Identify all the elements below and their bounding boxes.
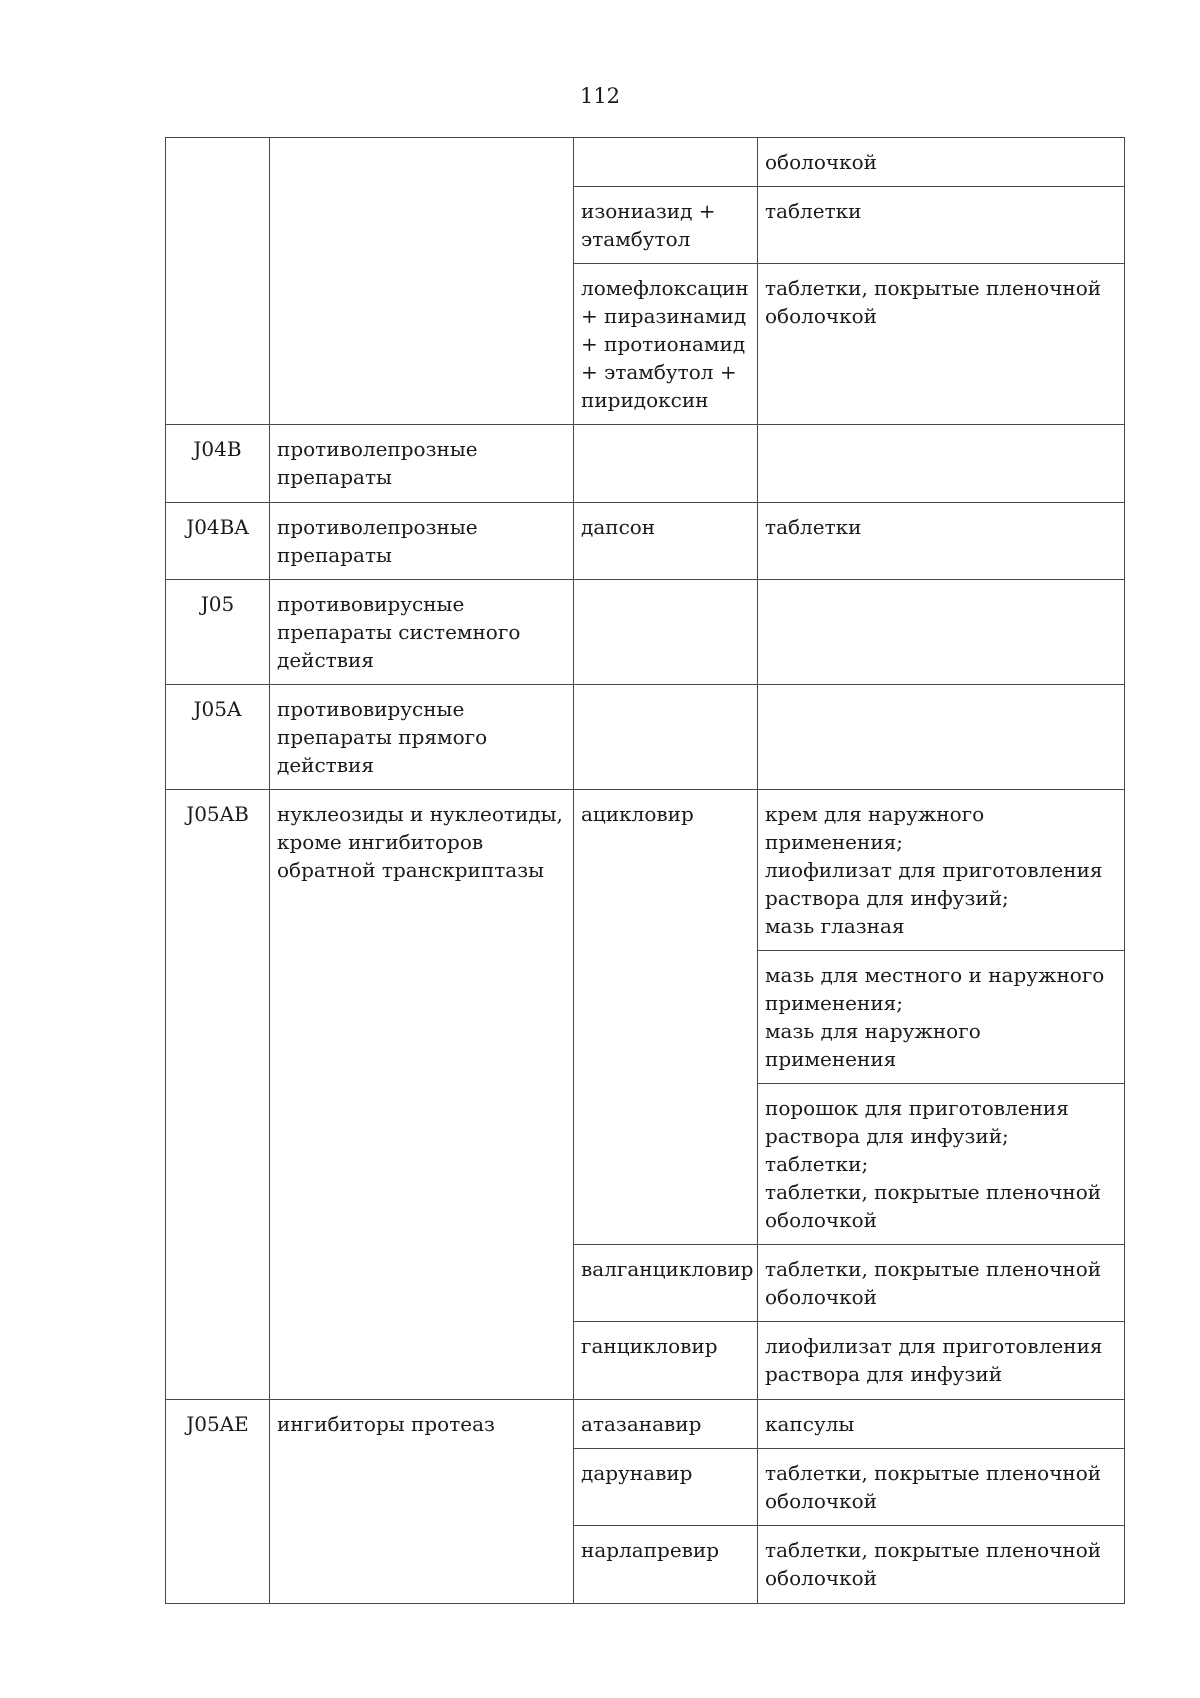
dosage-form-cell: таблетки — [758, 503, 1125, 580]
drug-name-cell: изониазид + этамбутол — [574, 187, 758, 264]
table-row — [166, 685, 1125, 790]
dosage-form-cell — [758, 580, 1125, 685]
dosage-form-cell: таблетки, покрытые пленочной оболочкой — [758, 1245, 1125, 1322]
table-row — [166, 425, 1125, 503]
table-row — [166, 790, 1125, 951]
dosage-form-cell: таблетки, покрытые пленочной оболочкой — [758, 1526, 1125, 1604]
group-name-cell: противовирусные препараты системного действия — [270, 580, 574, 685]
drug-name-cell: ацикловир — [574, 790, 758, 1245]
atc-code-cell: J05AB — [166, 790, 270, 1400]
atc-code-cell: J05AE — [166, 1400, 270, 1604]
drug-name-cell — [574, 425, 758, 503]
dosage-form-cell: таблетки, покрытые пленочной оболочкой — [758, 264, 1125, 425]
drug-name-cell: атазанавир — [574, 1400, 758, 1449]
table-row — [166, 138, 1125, 187]
dosage-form-cell: порошок для приготовления раствора для инфузий; таблетки; таблетки, покрытые пленочной оболочкой — [758, 1084, 1125, 1245]
drug-name-cell — [574, 580, 758, 685]
atc-code-cell: J04BA — [166, 503, 270, 580]
group-name-cell: противовирусные препараты прямого действия — [270, 685, 574, 790]
drug-name-cell: нарлапревир — [574, 1526, 758, 1604]
dosage-form-cell: мазь для местного и наружного применения; мазь для наружного применения — [758, 951, 1125, 1084]
drug-name-cell: дапсон — [574, 503, 758, 580]
atc-code-cell: J05 — [166, 580, 270, 685]
group-name-cell: противолепрозные препараты — [270, 503, 574, 580]
group-name-cell: ингибиторы протеаз — [270, 1400, 574, 1604]
dosage-form-cell: таблетки, покрытые пленочной оболочкой — [758, 1449, 1125, 1526]
atc-code-cell: J04B — [166, 425, 270, 503]
drug-name-cell: дарунавир — [574, 1449, 758, 1526]
group-name-cell — [270, 138, 574, 425]
atc-code-cell: J05A — [166, 685, 270, 790]
page-number: 112 — [579, 84, 621, 108]
drug-name-cell — [574, 685, 758, 790]
table-row — [166, 503, 1125, 580]
table-row — [166, 580, 1125, 685]
atc-code-cell — [166, 138, 270, 425]
dosage-form-cell: лиофилизат для приготовления раствора для инфузий — [758, 1322, 1125, 1400]
dosage-form-cell: капсулы — [758, 1400, 1125, 1449]
dosage-form-cell — [758, 425, 1125, 503]
dosage-form-cell: оболочкой — [758, 138, 1125, 187]
drug-table — [165, 137, 1125, 1604]
drug-name-cell: валганцикловир — [574, 1245, 758, 1322]
drug-name-cell: ганцикловир — [574, 1322, 758, 1400]
group-name-cell: противолепрозные препараты — [270, 425, 574, 503]
drug-name-cell — [574, 138, 758, 187]
dosage-form-cell: таблетки — [758, 187, 1125, 264]
group-name-cell: нуклеозиды и нуклеотиды, кроме ингибиторов обратной транскриптазы — [270, 790, 574, 1400]
table-row — [166, 1400, 1125, 1449]
dosage-form-cell: крем для наружного применения; лиофилизат для приготовления раствора для инфузий; мазь глазная — [758, 790, 1125, 951]
drug-name-cell: ломефлоксацин + пиразинамид + протионамид + этамбутол + пиридоксин — [574, 264, 758, 425]
dosage-form-cell — [758, 685, 1125, 790]
